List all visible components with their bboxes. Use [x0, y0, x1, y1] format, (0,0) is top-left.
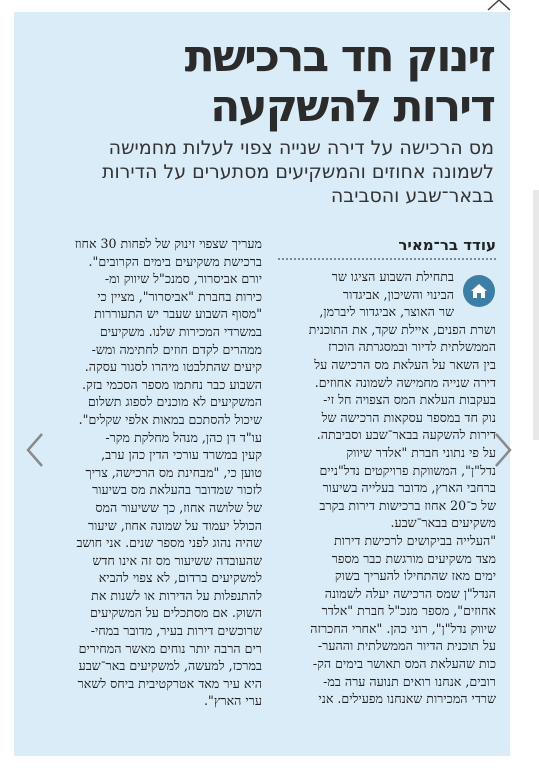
headline-line: זינוק חד ברכישת	[184, 31, 494, 82]
chevron-right-icon[interactable]	[490, 430, 516, 470]
body-line: ימים מאז שהתחילו להעריך בשוק	[334, 568, 496, 584]
body-line: כות שהעלאת המס תאושר בימים הק-	[312, 656, 496, 672]
close-icon[interactable]	[484, 0, 514, 12]
body-line: על תוכנית הדיור הממשלתית וההער-	[317, 638, 496, 654]
column-left-text	[26, 235, 262, 710]
subhead-line: מס הרכישה על דירה שנייה צפוי לעלות מחמישה	[108, 137, 494, 159]
body-line: נוק חד במספר עסקאות הרכישה של	[321, 409, 496, 425]
body-line: הנדל"ן שמס הרכישה יעלה לשמונה	[324, 585, 496, 601]
body-line: שהיה נהוג לפני מספר שנים. אני חושב	[76, 535, 262, 551]
body-line: השוק. אם מסתכלים על המשקיעים	[89, 605, 262, 621]
body-line: למשקיעים ברדום, לא צפוי להביא	[98, 570, 262, 586]
body-line: "מסוף השבוע שעבר יש התעוררות	[94, 306, 262, 322]
body-line: מעריך שצפוי זינוק של לפחות 30 אחוז	[74, 236, 262, 251]
body-line: שיווק נדל"ן", רוני כהן. "אחרי החכרזה	[310, 620, 496, 636]
body-line: להתנפלות על הדירות או לשנות את	[91, 587, 262, 603]
body-line: הממשלתית לדיור ובמסגרתה הוכרז	[328, 339, 496, 355]
body-line: קיעים שהתלבטו מיהרו לסגור עסקה.	[84, 359, 262, 375]
body-line: השבוע כבר נחתמו מספר הסכמי בזק.	[82, 376, 262, 392]
column-right	[278, 235, 496, 708]
article-card	[14, 12, 510, 756]
body-line: משקיעים בבאר־שבע.	[390, 515, 496, 531]
body-line: אחוזים", מספר מנכ"ל חברת "אלדר	[321, 603, 496, 619]
body-line: היא עיר מאד אטרקטיבית ביחס לשאר	[77, 675, 262, 691]
body-line: דירה שנייה מחמישה לשמונה אחוזים.	[314, 374, 496, 390]
subhead-line: לשמונה אחוזים והמשקיעים מסתערים על הדירות	[101, 161, 494, 183]
body-line: רים הרבה יותר נוחים מאשר המחירים	[78, 640, 262, 656]
byline: עודד בר־מאיר	[278, 235, 496, 260]
body-line: ברכישת משקיעים בימים הקרובים".	[88, 253, 262, 269]
column-right-text	[278, 268, 496, 708]
subhead-line: בבאר־שבע והסביבה	[330, 185, 494, 207]
body-line: לזכור שמדובר בהעלאת מס בשיעור	[92, 482, 262, 498]
body-line: במרכז, למעשה, למשקיעים באר־שבע	[78, 658, 262, 674]
body-line: הכולל יעמוד על שמונה אחוז, שיעור	[87, 517, 262, 533]
body-line: ברחבי הארץ, מדובר בעלייה בשיעור	[322, 480, 496, 496]
chevron-left-icon[interactable]	[22, 430, 48, 470]
body-line: רובים, אנחנו רואים תנועה ערה במ-	[323, 673, 496, 689]
body-line: מצד משקיעים מורגשת כבר מספר	[331, 550, 496, 566]
body-line: בין השאר על העלאת מס הרכישה על	[314, 356, 496, 372]
adjacent-page-edge	[533, 190, 539, 440]
body-line: עו"ד דן כהן, מנהל מחלקת מקר-	[105, 429, 262, 445]
body-line: בתחילת השבוע הציגו שר	[331, 269, 454, 284]
body-line: דירות להשקעה בבאר־שבע וסביבתה.	[316, 427, 496, 443]
body-line: של שלושה אחוז, כך ששיעור המס	[95, 499, 262, 515]
body-line: במשרדי המכירות שלנו. משקיעים	[99, 323, 262, 339]
headline	[24, 32, 494, 132]
body-line: "העלייה בביקושים לרכישת דירות	[334, 532, 496, 548]
column-left	[26, 235, 262, 710]
body-line: על פי נתוני חברת "אלדר שיווק	[346, 444, 496, 460]
body-line: שרוכשים דירות בעיר, מדובר במחי-	[90, 623, 262, 639]
body-line: נדל"ן", המשווקת פרויקטים נדל"ניים	[319, 462, 496, 478]
body-line: קעין במשרד עורכי הדין כהן ערב,	[101, 447, 262, 463]
body-line: ממהרים לקדם חוזים לחתימה ומש-	[91, 341, 262, 357]
body-line: שהעובדה ששיעור מס זה אינו חדש	[92, 552, 262, 568]
body-line: טוען כי, "מבחינת מס הרכישה, צריך	[85, 464, 262, 480]
body-line: שרדי המכירות שאנחנו מפעילים. אני	[318, 691, 496, 707]
body-line: ושרת הפנים, איילת שקד, את התוכנית	[308, 321, 496, 337]
body-line: כירות בחברת "אביסרור", מציין כי	[97, 288, 262, 304]
body-line: של כ־20 אחוז ברכישות דירות בקרב	[319, 497, 496, 513]
body-line: המשקיעים לא מוכנים לספוג תשלום	[87, 394, 262, 410]
body-line: הבינוי והשיכון, אביגדור	[342, 286, 454, 302]
body-line: בעקבות העלאת המס הצפויה חל זי-	[323, 392, 496, 408]
body-line: ערי הארץ".	[204, 693, 262, 709]
body-line: יורם אביסרור, סמנכ"ל שיווק ומ-	[104, 271, 262, 287]
body-line: שר האוצר, אביגדור ליברמן,	[319, 304, 454, 320]
subheadline	[24, 136, 494, 208]
house-icon	[462, 274, 496, 308]
headline-line: דירות להשקעה	[210, 81, 494, 132]
body-line: שיכול להסתכם במאות אלפי שקלים".	[78, 411, 262, 427]
